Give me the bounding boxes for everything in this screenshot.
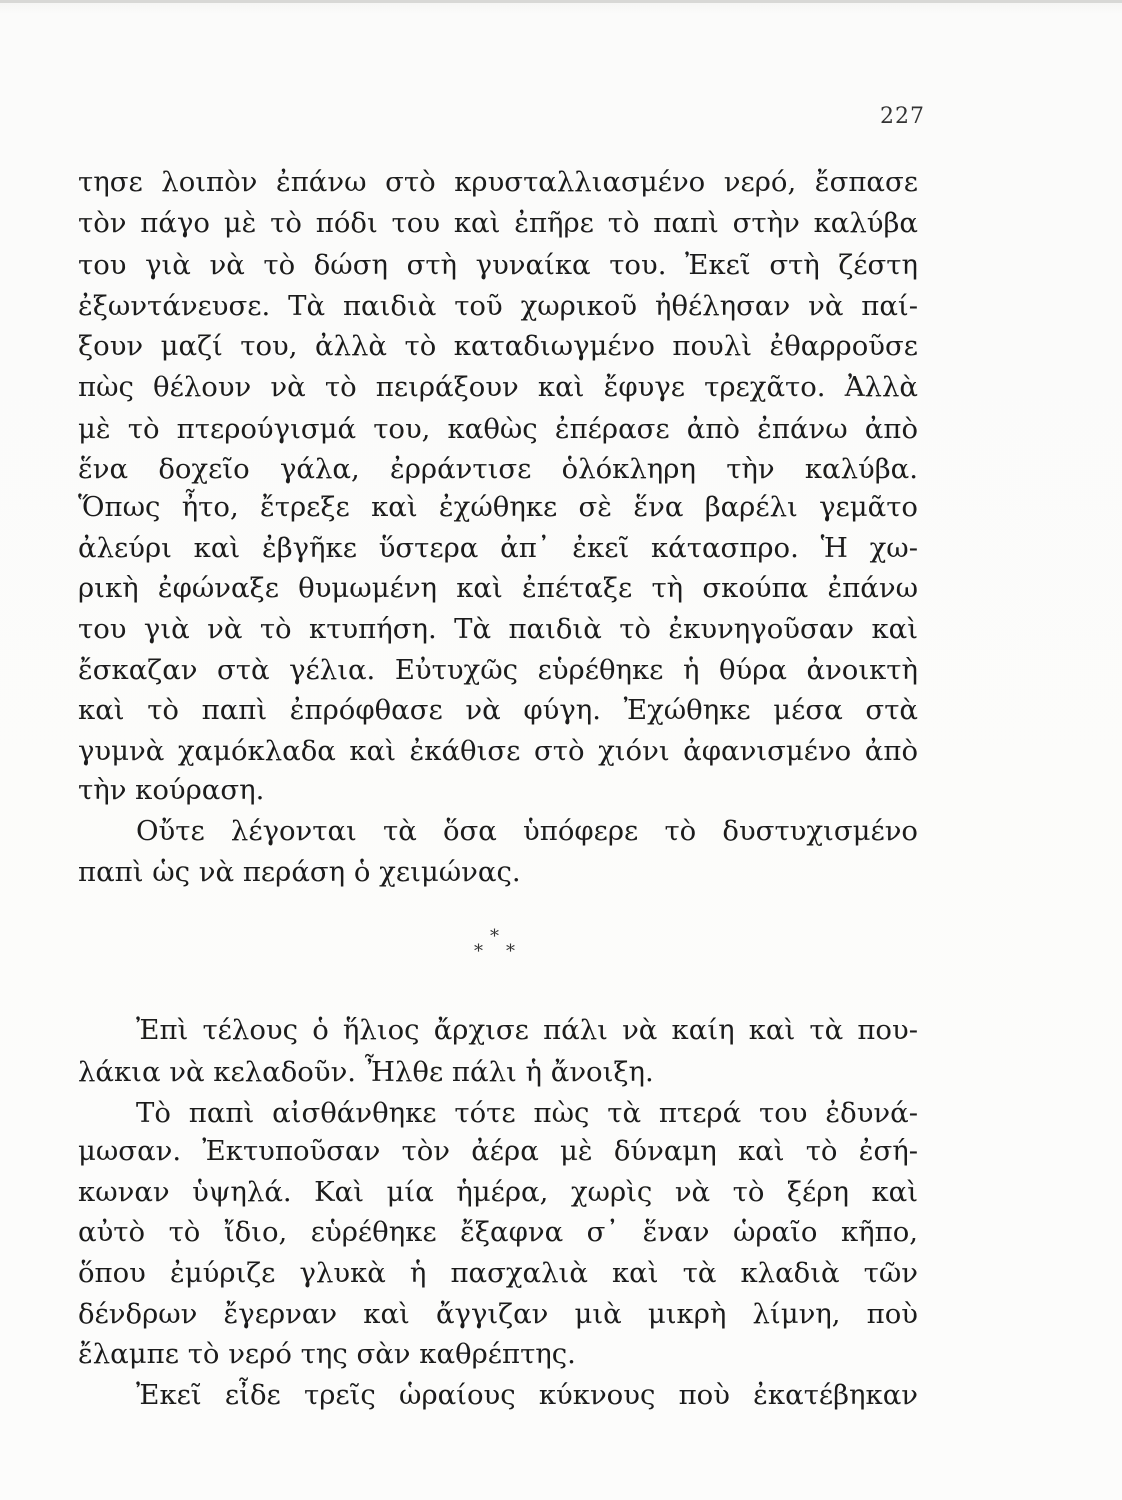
- text-line: Ἐπὶ τέλους ὁ ἥλιος ἄρχισε πάλι νὰ καίη καὶ τὰ που-: [136, 1014, 918, 1046]
- text-line: ἕνα δοχεῖο γάλα, ἐρράντισε ὁλόκληρη τὴν καλύβα.: [78, 453, 918, 485]
- page-number: 227: [880, 104, 925, 129]
- asterisk: *: [506, 941, 515, 962]
- asterisk: *: [474, 941, 483, 962]
- text-line: ρικὴ ἐφώναξε θυμωμένη καὶ ἐπέταξε τὴ σκούπα ἐπάνω: [78, 572, 918, 604]
- text-line: μὲ τὸ πτερούγισμά του, καθὼς ἐπέρασε ἀπὸ ἐπάνω ἀπὸ: [78, 413, 918, 445]
- text-line: γυμνὰ χαμόκλαδα καὶ ἐκάθισε στὸ χιόνι ἀφανισμένο ἀπὸ: [78, 735, 918, 767]
- text-line: Ὅπως ἦτο, ἔτρεξε καὶ ἐχώθηκε σὲ ἕνα βαρέλι γεμᾶτο: [78, 491, 918, 523]
- text-line: μωσαν. Ἐκτυποῦσαν τὸν ἀέρα μὲ δύναμη καὶ τὸ ἐσή-: [78, 1135, 918, 1167]
- text-line: λάκια νὰ κελαδοῦν. Ἦλθε πάλι ἡ ἄνοιξη.: [78, 1056, 654, 1088]
- text-line: ἀλεύρι καὶ ἐβγῆκε ὕστερα ἀπ᾿ ἐκεῖ κάτασπρο. Ἡ χω-: [78, 532, 918, 564]
- text-line: καὶ τὸ παπὶ ἐπρόφθασε νὰ φύγη. Ἐχώθηκε μέσα στὰ: [78, 694, 918, 726]
- text-line: τὴν κούραση.: [78, 774, 265, 806]
- asterisk: *: [490, 926, 499, 947]
- text-line: αὐτὸ τὸ ἴδιο, εὑρέθηκε ἔξαφνα σ᾿ ἕναν ὡραῖο κῆπο,: [78, 1216, 918, 1248]
- text-line: κωναν ὑψηλά. Καὶ μία ἡμέρα, χωρὶς νὰ τὸ ξέρη καὶ: [78, 1176, 918, 1208]
- text-line: ξουν μαζί του, ἀλλὰ τὸ καταδιωγμένο πουλὶ ἐθαρροῦσε: [78, 330, 918, 362]
- page-top-edge: [0, 0, 1122, 3]
- text-line: Οὔτε λέγονται τὰ ὅσα ὑπόφερε τὸ δυστυχισμένο: [136, 815, 918, 847]
- text-line: πὼς θέλουν νὰ τὸ πειράξουν καὶ ἔφυγε τρεχᾶτο. Ἀλλὰ: [78, 371, 918, 403]
- text-line: τὸν πάγο μὲ τὸ πόδι του καὶ ἐπῆρε τὸ παπὶ στὴν καλύβα: [78, 207, 918, 239]
- text-line: του γιὰ νὰ τὸ κτυπήση. Τὰ παιδιὰ τὸ ἐκυνηγοῦσαν καὶ: [78, 613, 918, 645]
- text-line: ἔσκαζαν στὰ γέλια. Εὐτυχῶς εὑρέθηκε ἡ θύρα ἀνοικτὴ: [78, 654, 918, 686]
- text-line: ἔλαμπε τὸ νερό της σὰν καθρέπτης.: [78, 1338, 576, 1370]
- text-line: δένδρων ἔγερναν καὶ ἄγγιζαν μιὰ μικρὴ λίμνη, ποὺ: [78, 1298, 918, 1330]
- text-line: Τὸ παπὶ αἰσθάνθηκε τότε πὼς τὰ πτερά του ἐδυνά-: [136, 1097, 918, 1129]
- text-line: τησε λοιπὸν ἐπάνω στὸ κρυσταλλιασμένο νερό, ἔσπασε: [78, 166, 918, 198]
- section-break-asterism: [460, 922, 515, 962]
- text-line: ἐξωντάνευσε. Τὰ παιδιὰ τοῦ χωρικοῦ ἠθέλησαν νὰ παί-: [78, 290, 918, 322]
- text-line: παπὶ ὡς νὰ περάση ὁ χειμώνας.: [78, 856, 521, 888]
- text-line: Ἐκεῖ εἶδε τρεῖς ὡραίους κύκνους ποὺ ἐκατέβηκαν: [136, 1379, 918, 1411]
- text-line: ὅπου ἐμύριζε γλυκὰ ἡ πασχαλιὰ καὶ τὰ κλαδιὰ τῶν: [78, 1257, 918, 1289]
- text-line: του γιὰ νὰ τὸ δώση στὴ γυναίκα του. Ἐκεῖ στὴ ζέστη: [78, 249, 918, 281]
